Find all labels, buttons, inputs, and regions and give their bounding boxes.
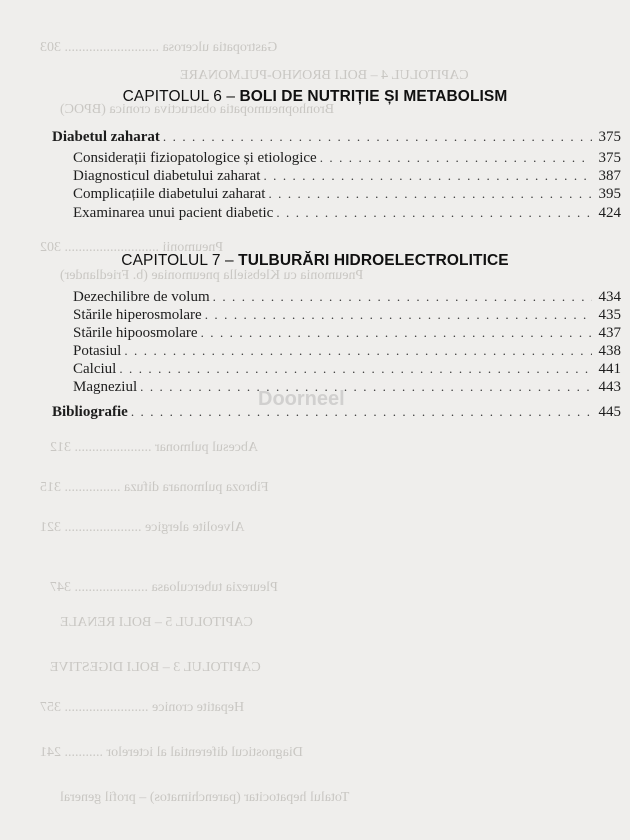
toc-entry[interactable] [73,306,621,324]
leader-dots [140,378,592,396]
toc-entry-label: Potasiul [73,343,122,359]
toc-entry-label: Diagnosticul diabetului zaharat [73,168,261,184]
leader-dots [205,306,592,324]
toc-entry[interactable] [73,167,621,185]
toc-entry[interactable] [73,324,621,342]
toc-entry-label: Diabetul zaharat [52,129,160,145]
toc-entry-label: Stările hiperosmolare [73,307,202,323]
toc-section-diabetul-zaharat[interactable] [52,128,621,146]
toc-entry-page: 435 [598,307,621,323]
toc-entry[interactable] [73,185,621,203]
toc-entry-page: 375 [598,129,621,145]
chapter-7-prefix: CAPITOLUL 7 – [121,252,239,269]
chapter-7-title: TULBURĂRI HIDROELECTROLITICE [238,252,509,269]
leader-dots [163,128,592,146]
chapter-6-title: BOLI DE NUTRIȚIE ȘI METABOLISM [239,88,508,105]
leader-dots [131,403,592,421]
toc-entry-label: Bibliografie [52,404,128,420]
toc-entry-label: Considerații fiziopatologice și etiologice [73,150,317,166]
toc-entry-page: 438 [598,343,621,359]
toc-entry-page: 445 [598,404,621,420]
leader-dots [213,288,592,306]
bleed-through-background: Gastropatia ulcerosa ........................... 303 CAPITOLUL 4 – BOLI BRONHO-PULMONARE Bronhopneumopatia obstructiva cronica (BPOC) Pneumonii ........................... 302 Pneumonia cu Klebsiella pneumoniae (b. Friedlander) Abcesul pulmonar ...................... 312 Fibroza pulmonara difuza ................ 315 Alveolite alergice ...................... 321 Pleurezia tuberculoasa ..................... 347 CAPITOLUL 5 – BOLI RENALE CAPITOLUL 3 – BOLI DIGESTIVE Hepatite cronice ........................ 357 Diagnosticul diferential al icterelor ........... 241 Totalul hepatocitar (parenchimatos) – profil general [40,40,469,805]
toc-entry[interactable] [73,342,621,360]
toc-entry-label: Dezechilibre de volum [73,289,210,305]
chapter-6-prefix: CAPITOLUL 6 – [122,88,240,105]
leader-dots [124,342,592,360]
watermark-logo [258,388,345,411]
leader-dots [263,167,592,185]
toc-entry-label: Complicațiile diabetului zaharat [73,186,266,202]
toc-entry[interactable] [73,204,621,222]
chapter-6-heading [0,88,630,106]
toc-entry[interactable] [73,149,621,167]
toc-entry-label: Calciul [73,361,117,377]
leader-dots [268,185,592,203]
leader-dots [320,149,592,167]
leader-dots [201,324,592,342]
leader-dots [119,360,592,378]
toc-entry-label: Magneziul [73,379,138,395]
toc-entry-page: 443 [598,379,621,395]
toc-entry-page: 375 [598,150,621,166]
toc-entry-page: 434 [598,289,621,305]
toc-entry-page: 441 [598,361,621,377]
leader-dots [276,204,592,222]
chapter-7-heading [0,252,630,270]
toc-entry[interactable] [73,360,621,378]
toc-entry-label: Examinarea unui pacient diabetic [73,205,274,221]
toc-entry-page: 437 [598,325,621,341]
toc-entry-page: 395 [598,186,621,202]
toc-entry-label: Stările hipoosmolare [73,325,198,341]
toc-entry[interactable] [73,288,621,306]
toc-entry-page: 424 [598,205,621,221]
toc-entry-page: 387 [598,168,621,184]
toc-entry[interactable] [73,378,621,396]
watermark-text: Doorneel [258,388,345,410]
